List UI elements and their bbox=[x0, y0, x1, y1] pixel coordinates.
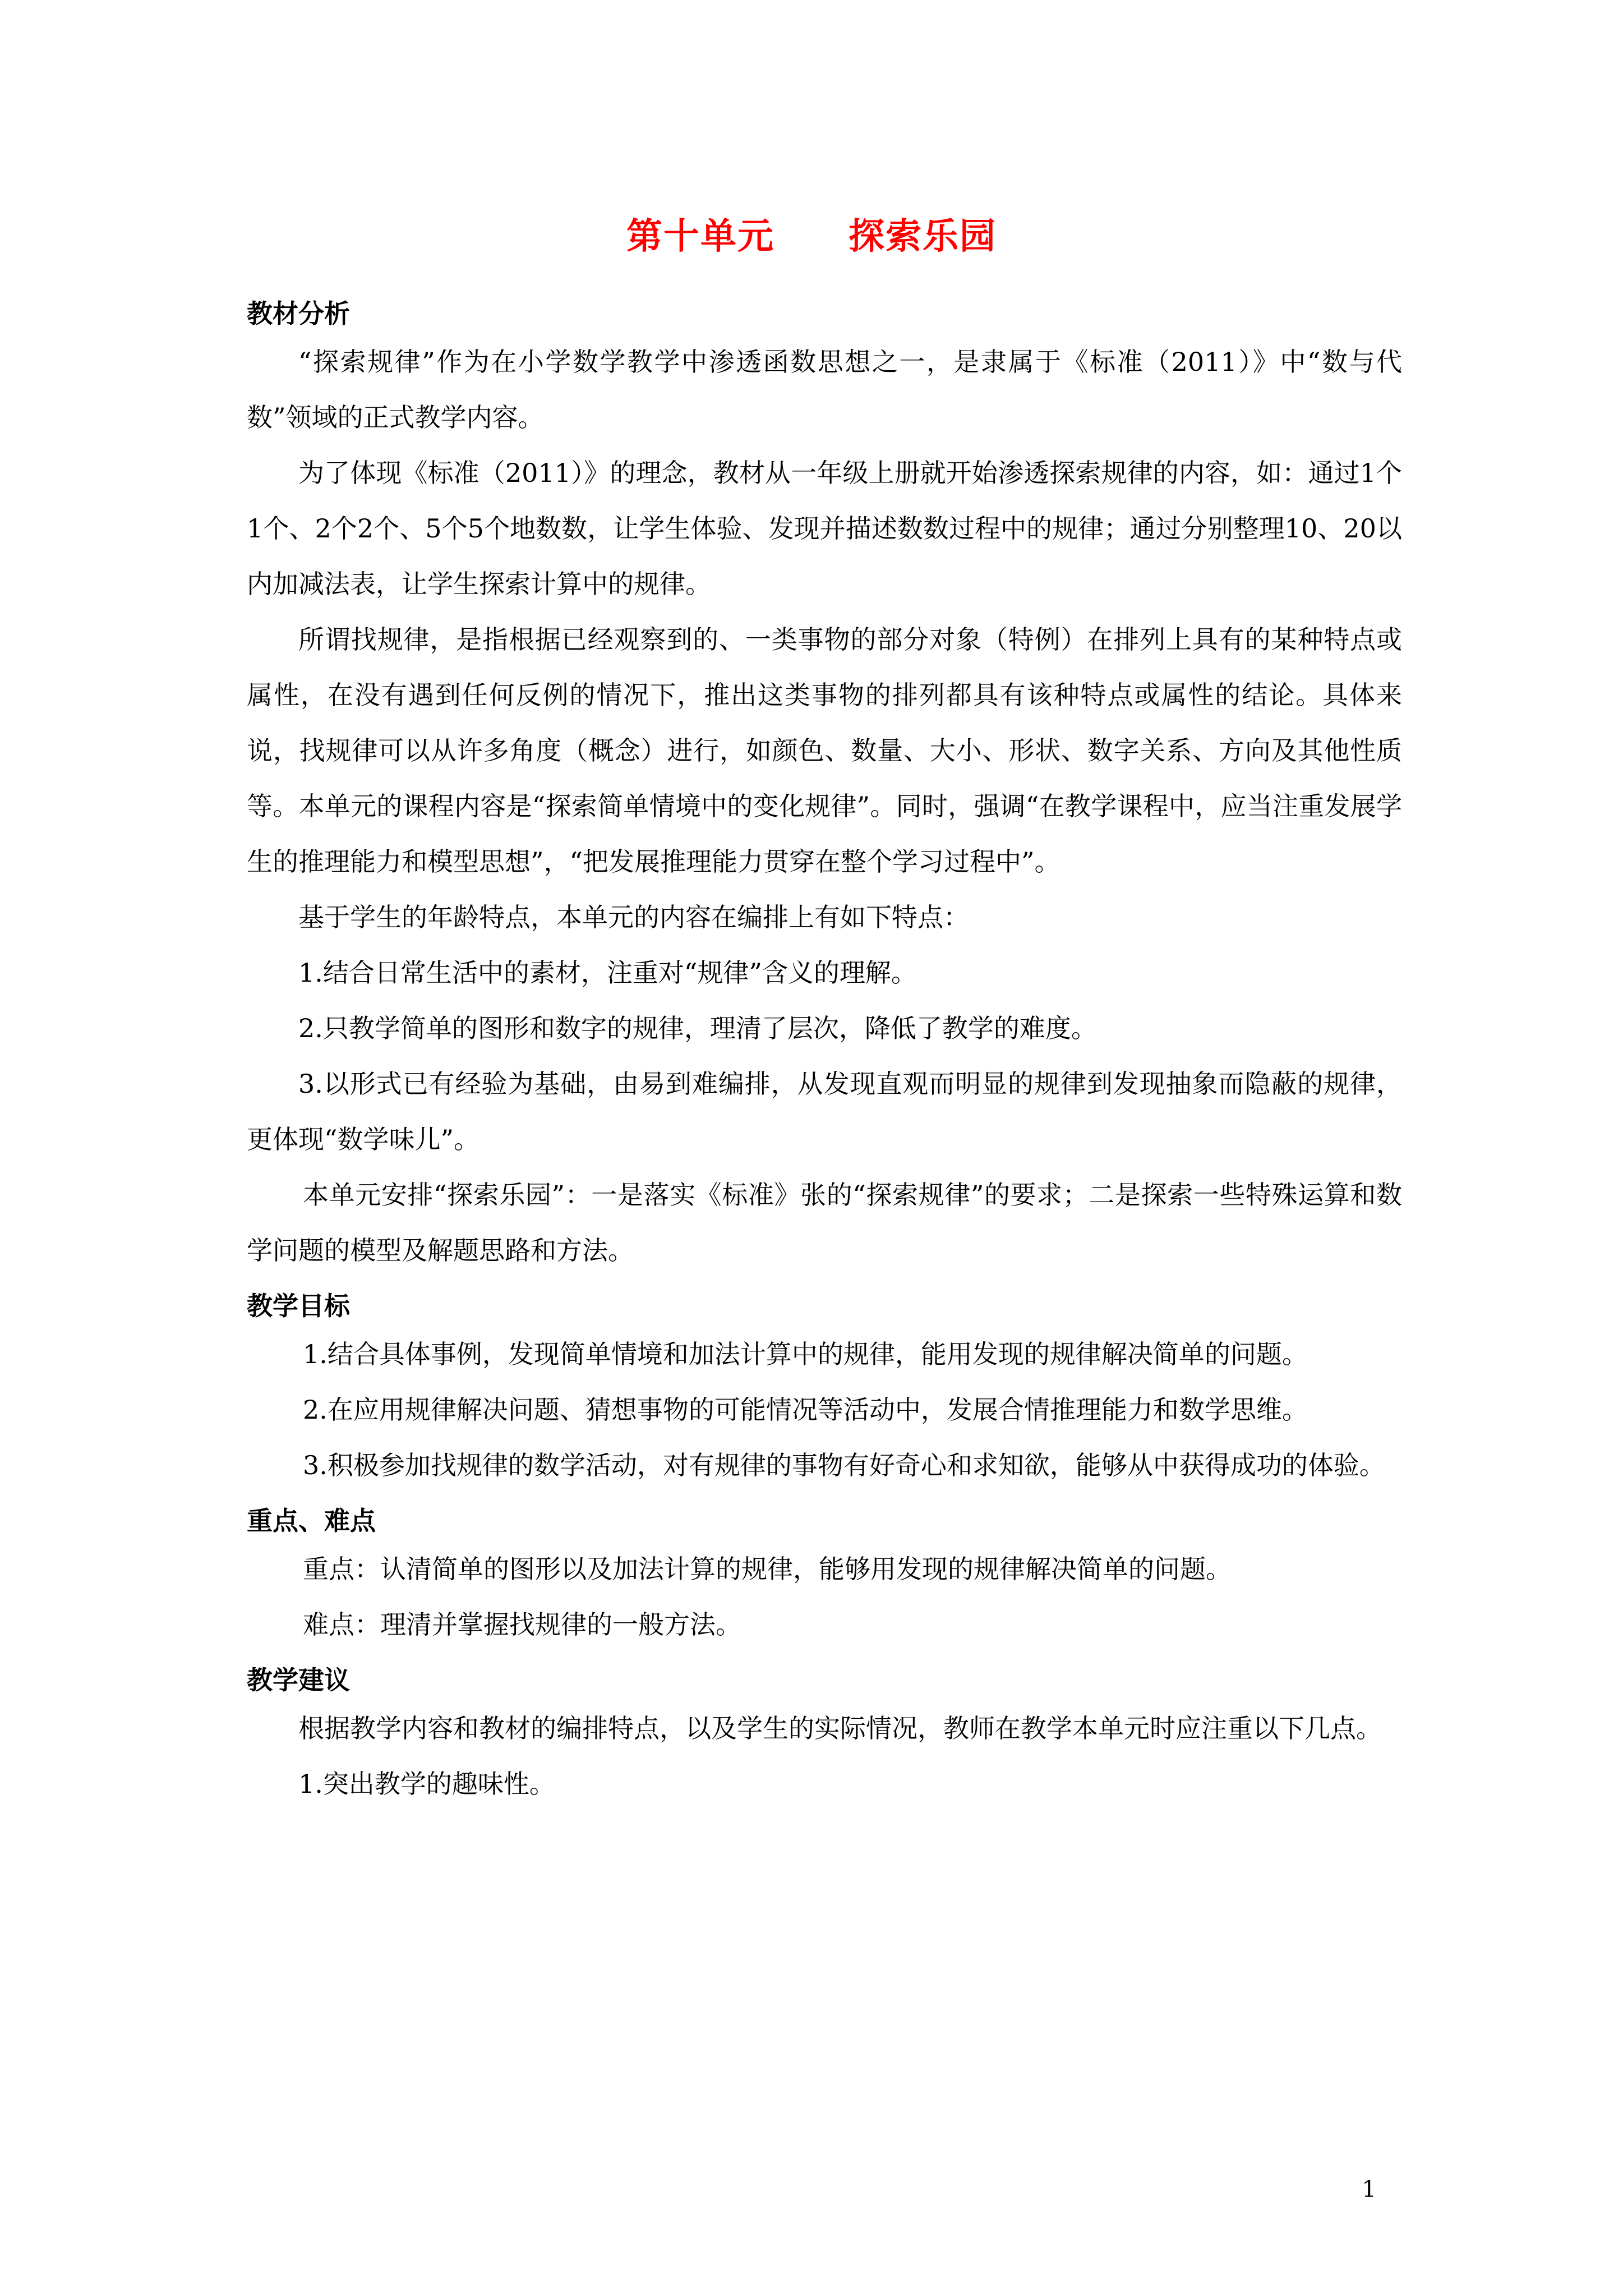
section-heading-analysis: 教材分析 bbox=[247, 298, 350, 329]
list-item: 1.结合具体事例，发现简单情境和加法计算中的规律，能用发现的规律解决简单的问题。 bbox=[303, 1339, 1308, 1369]
paragraph: 难点：理清并掌握找规律的一般方法。 bbox=[303, 1609, 741, 1640]
page-number: 1 bbox=[1362, 2177, 1376, 2202]
paragraph: 根据教学内容和教材的编排特点，以及学生的实际情况，教师在教学本单元时应注重以下几点。 bbox=[298, 1713, 1382, 1743]
page-title: 第十单元 探索乐园 bbox=[626, 216, 997, 257]
paragraph: 基于学生的年龄特点，本单元的内容在编排上有如下特点： bbox=[298, 902, 969, 932]
section-heading-goals: 教学目标 bbox=[247, 1291, 350, 1321]
document-body bbox=[247, 286, 1402, 1812]
list-item: 1.突出教学的趣味性。 bbox=[298, 1769, 555, 1799]
section-heading-suggestions: 教学建议 bbox=[247, 1665, 350, 1695]
list-item: 1.结合日常生活中的素材，注重对“规律”含义的理解。 bbox=[298, 958, 917, 988]
paragraph: “探索规律”作为在小学数学教学中渗透函数思想之一，是隶属于《标准（2011）》中“数与代数”领域的正式教学内容。 bbox=[247, 347, 1402, 432]
list-item: 2.在应用规律解决问题、猜想事物的可能情况等活动中，发展合情推理能力和数学思维。 bbox=[303, 1395, 1308, 1425]
section-heading-key-points: 重点、难点 bbox=[247, 1506, 376, 1536]
list-item: 2.只教学简单的图形和数字的规律，理清了层次，降低了教学的难度。 bbox=[298, 1013, 1097, 1043]
paragraph: 为了体现《标准（2011）》的理念，教材从一年级上册就开始渗透探索规律的内容，如：通过1个1个、2个2个、5个5个地数数，让学生体验、发现并描述数数过程中的规律；通过分别整理10、20以内加减法表，让学生探索计算中的规律。 bbox=[247, 458, 1402, 599]
paragraph: 所谓找规律，是指根据已经观察到的、一类事物的部分对象（特例）在排列上具有的某种特点或属性，在没有遇到任何反例的情况下，推出这类事物的排列都具有该种特点或属性的结论。具体来说，找规律可以从许多角度（概念）进行，如颜色、数量、大小、形状、数字关系、方向及其他性质等。本单元的课程内容是“探索简单情境中的变化规律”。同时，强调“在教学课程中，应当注重发展学生的推理能力和模型思想”，“把发展推理能力贯穿在整个学习过程中”。 bbox=[247, 624, 1402, 877]
paragraph: 本单元安排“探索乐园”：一是落实《标准》张的“探索规律”的要求；二是探索一些特殊运算和数学问题的模型及解题思路和方法。 bbox=[247, 1180, 1402, 1266]
paragraph: 重点：认清简单的图形以及加法计算的规律，能够用发现的规律解决简单的问题。 bbox=[303, 1554, 1232, 1584]
list-item: 3.以形式已有经验为基础，由易到难编排，从发现直观而明显的规律到发现抽象而隐蔽的规律，更体现“数学味儿”。 bbox=[247, 1069, 1402, 1154]
list-item: 3.积极参加找规律的数学活动，对有规律的事物有好奇心和求知欲，能够从中获得成功的体验。 bbox=[303, 1450, 1385, 1480]
